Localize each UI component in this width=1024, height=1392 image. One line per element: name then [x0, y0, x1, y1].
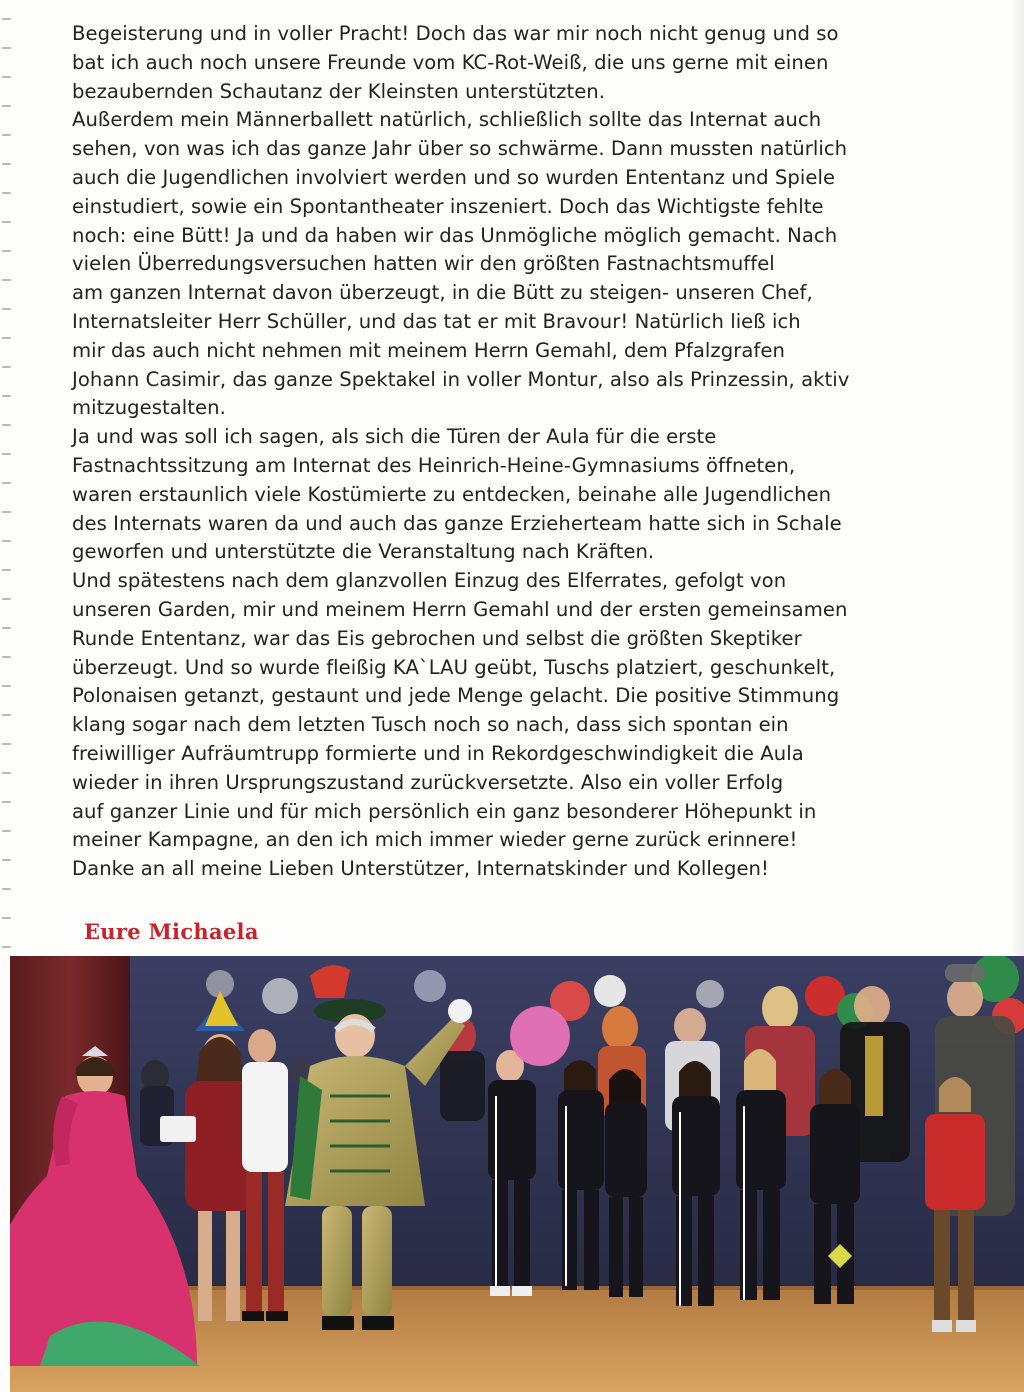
binder-tick	[2, 250, 11, 252]
binder-tick	[2, 366, 11, 368]
binder-tick	[2, 569, 11, 571]
article-line: bat ich auch noch unsere Freunde vom KC-Rot-Weiß, die uns gerne mit einen	[72, 50, 829, 74]
binder-tick	[2, 888, 11, 890]
binder-tick	[2, 946, 11, 948]
binder-tick	[2, 743, 11, 745]
binder-tick	[2, 859, 11, 861]
binder-tick	[2, 598, 11, 600]
binder-tick	[2, 424, 11, 426]
page-edge-shadow	[1010, 0, 1024, 960]
binder-tick	[2, 830, 11, 832]
binder-tick	[2, 511, 11, 513]
binder-tick	[2, 772, 11, 774]
binder-tick	[2, 134, 11, 136]
article-line: am ganzen Internat davon überzeugt, in die Bütt zu steigen- unseren Chef,	[72, 281, 813, 305]
article-line: sehen, von was ich das ganze Jahr über so schwärme. Dann mussten natürlich	[72, 137, 848, 161]
binder-tick	[2, 656, 11, 658]
article-line: geworfen und unterstützte die Veranstaltung nach Kräften.	[72, 540, 655, 564]
binder-tick	[2, 18, 11, 20]
binder-tick	[2, 453, 11, 455]
article-body	[72, 20, 952, 884]
photo-illustration	[10, 956, 1024, 1392]
binder-tick	[2, 337, 11, 339]
article-line: freiwilliger Aufräumtrupp formierte und in Rekordgeschwindigkeit die Aula	[72, 741, 804, 765]
article-line: Internatsleiter Herr Schüller, und das tat er mit Bravour! Natürlich ließ ich	[72, 309, 801, 333]
pink-wig	[510, 1006, 570, 1066]
article-line: auf ganzer Linie und für mich persönlich ein ganz besonderer Höhepunkt in	[72, 799, 817, 823]
article-line: überzeugt. Und so wurde fleißig KA`LAU geübt, Tuschs platziert, geschunkelt,	[72, 655, 836, 679]
article-line: Polonaisen getanzt, gestaunt und jede Menge gelacht. Die positive Stimmung	[72, 684, 840, 708]
binder-tick	[2, 627, 11, 629]
binder-tick	[2, 192, 11, 194]
binder-tick	[2, 917, 11, 919]
carnival-stage-photo	[10, 956, 1024, 1392]
binder-tick	[2, 221, 11, 223]
article-line: Runde Ententanz, war das Eis gebrochen und selbst die größten Skeptiker	[72, 626, 802, 650]
binder-edge	[0, 0, 16, 960]
article-line: waren erstaunlich viele Kostümierte zu entdecken, beinahe alle Jugendlichen	[72, 482, 832, 506]
article-line: wieder in ihren Ursprungszustand zurückversetzte. Also ein voller Erfolg	[72, 770, 784, 794]
binder-tick	[2, 47, 11, 49]
article-line: Johann Casimir, das ganze Spektakel in voller Montur, also als Prinzessin, aktiv	[72, 367, 850, 391]
binder-tick	[2, 308, 11, 310]
article-line: meiner Kampagne, an den ich mich immer wieder gerne zurück erinnere!	[72, 828, 798, 852]
article-line: Und spätestens nach dem glanzvollen Einzug des Elferrates, gefolgt von	[72, 569, 787, 593]
article-line: mir das auch nicht nehmen mit meinem Herrn Gemahl, dem Pfalzgrafen	[72, 338, 785, 362]
binder-tick	[2, 76, 11, 78]
article-line: auch die Jugendlichen involviert werden und so wurden Ententanz und Spiele	[72, 165, 836, 189]
article-line: noch: eine Bütt! Ja und da haben wir das Unmögliche möglich gemacht. Nach	[72, 223, 838, 247]
article-line: Außerdem mein Männerballett natürlich, schließlich sollte das Internat auch	[72, 108, 822, 132]
binder-tick	[2, 163, 11, 165]
article-line: des Internats waren da und auch das ganze Erzieherteam hatte sich in Schale	[72, 511, 842, 535]
article-line: unseren Garden, mir und meinem Herrn Gemahl und der ersten gemeinsamen	[72, 597, 848, 621]
article-line: vielen Überredungsversuchen hatten wir den größten Fastnachtsmuffel	[72, 252, 775, 276]
article-line: Fastnachtssitzung am Internat des Heinrich-Heine-Gymnasiums öffneten,	[72, 453, 796, 477]
binder-tick	[2, 279, 11, 281]
article-line: Begeisterung und in voller Pracht! Doch das war mir noch nicht genug und so	[72, 22, 839, 45]
article-line: einstudiert, sowie ein Spontantheater inszeniert. Doch das Wichtigste fehlte	[72, 194, 824, 218]
binder-tick	[2, 105, 11, 107]
binder-tick	[2, 714, 11, 716]
binder-tick	[2, 685, 11, 687]
binder-tick	[2, 540, 11, 542]
article-line: Danke an all meine Lieben Unterstützer, Internatskinder und Kollegen!	[72, 857, 769, 881]
binder-tick	[2, 482, 11, 484]
article-line: bezaubernden Schautanz der Kleinsten unterstützten.	[72, 79, 606, 103]
signature: Eure Michaela	[84, 919, 259, 944]
binder-tick	[2, 801, 11, 803]
article-line: klang sogar nach dem letzten Tusch noch so nach, dass sich spontan ein	[72, 713, 789, 737]
article-line: Ja und was soll ich sagen, als sich die Türen der Aula für die erste	[72, 425, 717, 449]
binder-tick	[2, 395, 11, 397]
article-line: mitzugestalten.	[72, 396, 226, 420]
